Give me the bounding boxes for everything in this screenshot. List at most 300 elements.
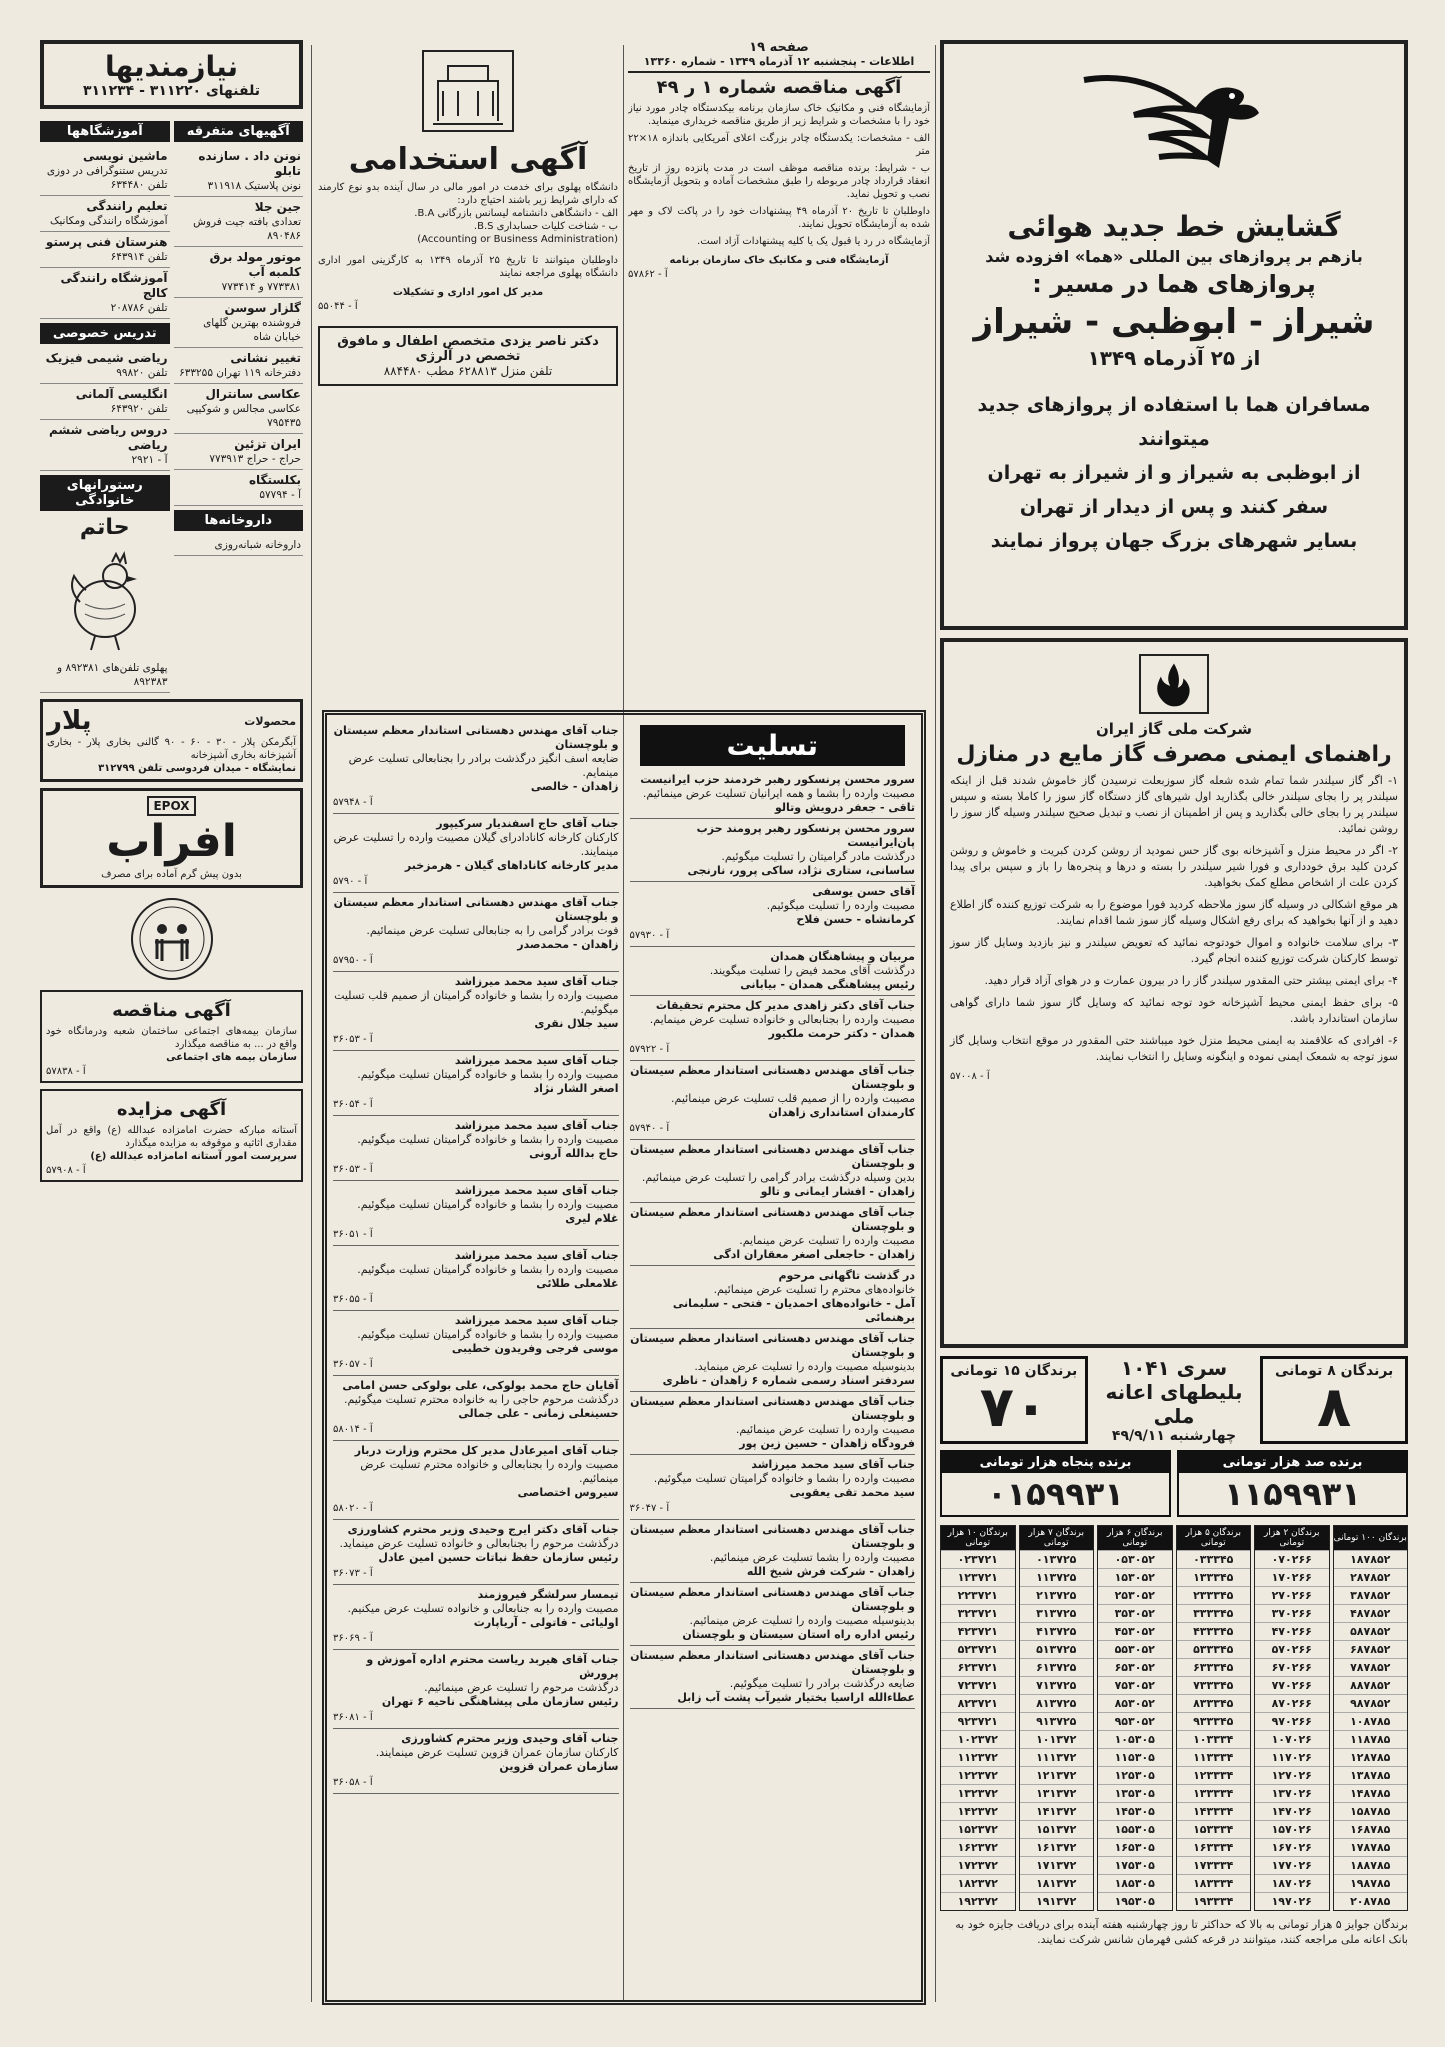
winners-column-header: برندگان ۶ هزار تومانی bbox=[1098, 1526, 1172, 1550]
condolence-recipient: آقایان حاج محمد بولوکی، علی بولوکی حسن امامی bbox=[342, 1379, 619, 1392]
condolence-ref: آ - ۳۶۰۵۴ bbox=[333, 1099, 373, 1110]
homa-line: سفر کنند و پس از دیدار از تهران bbox=[1019, 496, 1329, 518]
condolence-body: درگذشت مرحوم را بجنابعالی و خانواده تسلیت عرض مینماید. bbox=[339, 1537, 619, 1550]
schools-col bbox=[40, 117, 170, 693]
win-left-label: برنده پنجاه هزار تومانی bbox=[942, 1452, 1169, 1473]
condolence-item bbox=[333, 1585, 619, 1650]
winning-number: ۱۱۵۳۰۵ bbox=[1098, 1748, 1172, 1766]
winning-number: ۱۹۵۳۰۵ bbox=[1098, 1892, 1172, 1910]
auction-text: آستانه مبارکه حضرت امامزاده عبدالله (ع) واقع در آمل مقداری اثاثیه و موقوفه به مزایده میگذارد bbox=[46, 1125, 297, 1149]
winning-number: ۴۱۳۷۲۵ bbox=[1020, 1622, 1094, 1640]
winning-number: ۱۲۵۳۰۵ bbox=[1098, 1766, 1172, 1784]
homa-date: از ۲۵ آذرماه ۱۳۴۹ bbox=[1087, 346, 1261, 370]
rooster-icon bbox=[60, 544, 150, 654]
condolence-ref: آ - ۵۸۰۲۰ bbox=[333, 1503, 373, 1514]
winners-column-header: برندگان ۷ هزار تومانی bbox=[1020, 1526, 1094, 1550]
item-title: موتور مولد برق کلمبه آب bbox=[209, 250, 301, 279]
condolence-ref: آ - ۳۶۰۸۱ bbox=[333, 1712, 373, 1723]
win-right-label: برنده صد هزار تومانی bbox=[1179, 1452, 1406, 1473]
winning-number: ۱۰۷۰۲۶ bbox=[1255, 1730, 1329, 1748]
winning-number: ۳۲۳۷۲۱ bbox=[941, 1604, 1015, 1622]
gas-safety-paragraph: ۳- برای سلامت خانواده و اموال خودتوجه نمائید که تعویض سیلندر و نیز بازدید وسایل گاز سوز توسط کارکنان شرکت توزیع کننده انجام گیرد. bbox=[950, 936, 1398, 965]
prize-left-num: ۷۰ bbox=[979, 1375, 1049, 1440]
condolence-body: مصیبت وارده را بشما و خانواده گرامیتان تسلیت میگوئیم. bbox=[357, 1133, 619, 1146]
pharmacy-text: داروخانه شبانه‌روزی bbox=[174, 535, 304, 556]
page-header bbox=[628, 40, 930, 73]
condolence-item bbox=[630, 1520, 916, 1583]
condolence-recipient: جناب آقای سید محمد میرزاشد bbox=[751, 1458, 915, 1471]
winning-number: ۴۵۳۰۵۲ bbox=[1098, 1622, 1172, 1640]
item-body: نونن پلاستیک ۳۱۱۹۱۸ bbox=[207, 180, 301, 192]
item-title: ایران تزئین bbox=[234, 437, 301, 451]
item-body: حراج - حراج ۷۷۳۹۱۳ bbox=[209, 453, 301, 465]
condolence-ref: آ - ۵۸۰۱۴ bbox=[333, 1424, 373, 1435]
winning-number: ۸۲۳۷۲۱ bbox=[941, 1694, 1015, 1712]
item-title: ماشین نویسی bbox=[83, 149, 168, 163]
condolence-recipient: جناب آقای سید محمد میرزاشد bbox=[454, 1314, 619, 1327]
item-body: ۷۷۳۳۸۱ و ۷۷۳۴۱۴ bbox=[221, 281, 301, 293]
condolence-signer: آمل - خانواده‌های احمدیان - فتحی - سلیمانی برهنمائی bbox=[672, 1297, 915, 1324]
winning-number: ۱۹۳۳۳۴ bbox=[1177, 1892, 1251, 1910]
condolence-recipient: جناب آقای سید محمد میرزاشد bbox=[454, 1184, 619, 1197]
winner-100k bbox=[1177, 1450, 1408, 1517]
condolence-item bbox=[630, 819, 916, 882]
winning-number: ۸۱۳۷۲۵ bbox=[1020, 1694, 1094, 1712]
winning-number: ۰۲۳۷۲۱ bbox=[941, 1550, 1015, 1568]
condolence-ref: آ - ۳۶۰۵۳ bbox=[333, 1164, 373, 1175]
winning-number: ۵۳۳۳۴۵ bbox=[1177, 1640, 1251, 1658]
insurance-seal-icon bbox=[127, 894, 217, 984]
restaurant-phone: پهلوی تلفن‌های ۸۹۲۳۸۱ و ۸۹۲۳۸۳ bbox=[40, 658, 170, 693]
section-restaurants: رستورانهای خانوادگی bbox=[40, 475, 170, 511]
epox-text: بدون پیش گرم آماده برای مصرف bbox=[101, 869, 242, 880]
winning-number: ۲۱۳۷۲۵ bbox=[1020, 1586, 1094, 1604]
condolence-item bbox=[630, 1583, 916, 1646]
winning-number: ۱۶۳۳۳۴ bbox=[1177, 1838, 1251, 1856]
winning-number: ۱۲۷۰۲۶ bbox=[1255, 1766, 1329, 1784]
employment-condition: الف - دانشگاهی دانشنامه لیسانس بازرگانی B.A. bbox=[414, 208, 618, 219]
condolence-recipient: جناب آقای مهندس دهستانی استاندار معظم سیستان و بلوچستان bbox=[630, 1143, 915, 1170]
winning-number: ۱۵۳۳۳۴ bbox=[1177, 1820, 1251, 1838]
condolence-body: مصیبت وارده را بشما و خانواده گرامیتان تسلیت میگوئیم. bbox=[653, 1472, 915, 1485]
winning-number: ۱۲۲۳۷۲ bbox=[941, 1766, 1015, 1784]
condolence-signer: رئیس پیشاهنگی همدان - بیابانی bbox=[740, 978, 915, 991]
item-title: تعلیم رانندگی bbox=[86, 199, 168, 213]
winning-number: ۵۷۰۲۶۶ bbox=[1255, 1640, 1329, 1658]
tender-ref: آ - ۵۷۸۳۸ bbox=[46, 1066, 86, 1077]
winning-number: ۵۸۷۸۵۲ bbox=[1334, 1622, 1408, 1640]
condolence-item bbox=[333, 814, 619, 893]
winning-number: ۱۸۵۳۰۵ bbox=[1098, 1874, 1172, 1892]
winning-number: ۵۲۳۷۲۱ bbox=[941, 1640, 1015, 1658]
item-title: نونن داد . سازنده تابلو bbox=[198, 149, 301, 178]
condolence-item bbox=[630, 947, 916, 996]
condolence-signer: سیروس اختصاصی bbox=[517, 1486, 619, 1499]
homa-line: مسافران هما با استفاده از پروازهای جدید میتوانند bbox=[977, 394, 1371, 450]
condolence-signer: زاهدان - خالصی bbox=[530, 780, 619, 793]
condolence-ref: آ - ۵۷۹۰ bbox=[333, 876, 368, 887]
soil-tender-sign: آزمایشگاه فنی و مکانیک خاک سازمان برنامه bbox=[669, 255, 889, 266]
condolence-item bbox=[630, 770, 916, 819]
winners-column bbox=[1097, 1525, 1173, 1911]
item-title: گلزار سوسن bbox=[224, 301, 301, 315]
winning-number: ۶۲۳۷۲۱ bbox=[941, 1658, 1015, 1676]
winning-number: ۱۸۷۸۵۲ bbox=[1334, 1550, 1408, 1568]
condolence-recipient: سرور محسن پرنسکور رهبر پرومند حزب پان‌ایرانیست bbox=[696, 822, 915, 849]
condolence-item bbox=[630, 1455, 916, 1520]
winning-number: ۱۵۲۳۷۲ bbox=[941, 1820, 1015, 1838]
item-body: آموزشگاه رانندگی ومکانیک bbox=[49, 215, 168, 227]
winning-number: ۱۶۲۳۷۲ bbox=[941, 1838, 1015, 1856]
homa-line: از ابوظبی به شیراز و از شیراز به تهران bbox=[987, 462, 1361, 484]
gas-safety-paragraph: ۲- اگر در محیط منزل و آشپزخانه بوی گاز حس نمودید از روشن کردن کبریت و خاموش و روشن کردن کلید برق خودداری و فورا شیر سیلندر را بسته و درها و پنجره‌ها را باز و سپس برای پیدا کردن علت از اشخاص مطلع کمک بخواهید. bbox=[950, 844, 1398, 889]
condolence-item bbox=[630, 1061, 916, 1140]
auction-ref: آ - ۵۷۹۰۸ bbox=[46, 1165, 86, 1176]
condolence-left-col bbox=[333, 721, 624, 1794]
condolence-recipient: جناب آقای سید محمد میرزاشد bbox=[454, 975, 619, 988]
winning-number: ۱۴۵۳۰۵ bbox=[1098, 1802, 1172, 1820]
doctor-spec: تخصص در آلرژی bbox=[415, 349, 521, 364]
winning-number: ۱۸۲۳۷۲ bbox=[941, 1874, 1015, 1892]
condolence-recipient: جناب آقای مهندس دهستانی استاندار معظم سیستان و بلوچستان bbox=[630, 1586, 915, 1613]
condolence-item bbox=[333, 1650, 619, 1729]
condolence-body: بدینوسیله مصیبت وارده را تسلیت عرض مینماید. bbox=[694, 1360, 915, 1373]
condolence-body: کارکنان سازمان عمران قزوین تسلیت عرض مینمایند. bbox=[375, 1746, 619, 1759]
winning-number: ۸۳۳۳۴۵ bbox=[1177, 1694, 1251, 1712]
condolence-recipient: جناب آقای وحیدی وزیر محترم کشاورزی bbox=[401, 1732, 619, 1745]
winners-column-header: برندگان ۵ هزار تومانی bbox=[1177, 1526, 1251, 1550]
item-title: بکلستگاه bbox=[248, 473, 301, 487]
winning-number: ۱۴۲۳۷۲ bbox=[941, 1802, 1015, 1820]
tender-org: سازمان بیمه های اجتماعی bbox=[166, 1052, 297, 1063]
condolence-item bbox=[333, 1051, 619, 1116]
lottery-series: سری ۱۰۴۱ bbox=[1120, 1356, 1228, 1380]
condolence-body: مصیبت وارده را بشما و خانواده گرامیتان تسلیت میگوئیم. bbox=[357, 1198, 619, 1211]
condolence-body: بدینوسیله مصیبت وارده را تسلیت عرض مینمائیم. bbox=[689, 1614, 915, 1627]
list-item bbox=[174, 470, 304, 506]
condolence-body: مصیبت وارده را از صمیم قلب تسلیت عرض مینمائیم. bbox=[671, 1092, 915, 1105]
university-logo-icon bbox=[408, 46, 528, 136]
condolence-recipient: جناب آقای هیربد ریاست محترم اداره آموزش و پرورش bbox=[366, 1653, 619, 1680]
condolence-item bbox=[333, 1376, 619, 1441]
condolence-signer: اصغر الشار نژاد bbox=[533, 1082, 619, 1095]
winning-number: ۸۵۳۰۵۲ bbox=[1098, 1694, 1172, 1712]
condolence-ref: آ - ۳۶۰۶۹ bbox=[333, 1633, 373, 1644]
condolence-recipient: جناب آقای مهندس دهستانی استاندار معظم سیستان و بلوچستان bbox=[630, 1395, 915, 1422]
employment-condition: (Accounting or Business Administration) bbox=[417, 234, 618, 245]
winning-number: ۴۸۷۸۵۲ bbox=[1334, 1604, 1408, 1622]
winners-column bbox=[1019, 1525, 1095, 1911]
tender-ad bbox=[40, 990, 303, 1083]
item-body: فروشنده بهترین گلهای خیابان شاه bbox=[203, 317, 301, 343]
condolence-item bbox=[630, 1266, 916, 1329]
condolence-signer: ساسانی، ستاری نژاد، ساکی پرور، نارنجی bbox=[687, 864, 915, 877]
ads-column bbox=[940, 40, 1408, 2007]
lottery-date: چهارشنبه ۴۹/۹/۱۱ bbox=[1111, 1428, 1237, 1444]
homa-route-head: پروازهای هما در مسیر : bbox=[1032, 270, 1316, 298]
winners-column-header: برندگان ۱۰۰ تومانی bbox=[1334, 1526, 1408, 1550]
condolence-body: درگذشت آقای محمد فیض را تسلیت میگویند. bbox=[709, 964, 915, 977]
winning-number: ۹۷۰۲۶۶ bbox=[1255, 1712, 1329, 1730]
list-item bbox=[40, 196, 170, 232]
condolence-ref: آ - ۳۶۰۴۷ bbox=[629, 1503, 670, 1514]
lottery-results bbox=[940, 1356, 1408, 1947]
condolence-ref: آ - ۵۷۹۵۰ bbox=[333, 955, 373, 966]
condolence-recipient: جناب آقای مهندس دهستانی استاندار معظم سیستان و بلوچستان bbox=[630, 1332, 915, 1359]
condolence-ref: آ - ۳۶۰۵۱ bbox=[333, 1229, 373, 1240]
list-item bbox=[174, 146, 304, 197]
gas-safety-paragraph: هر موقع اشکالی در وسیله گاز سوز ملاحظه کردید فورا موضوع را به شرکت توزیع کننده گاز اطلاع دهید و از آنها بخواهید که برای رفع اشکال وسیله گاز سوز شما اقدام نمایند. bbox=[950, 898, 1398, 927]
item-body: تلفن ۲۰۸۷۸۶ bbox=[110, 302, 168, 314]
pilar-text: آبگرمکن پلار - ۳۰ - ۶۰ - ۹۰ گالنی بخاری پلار - بخاری آشپزخانه بخاری آشپزخانه bbox=[47, 737, 296, 761]
winning-number: ۷۵۳۰۵۲ bbox=[1098, 1676, 1172, 1694]
item-title: ریاضی شیمی فیزیک bbox=[45, 351, 168, 365]
condolence-body: درگذشت مادر گرامیتان را تسلیت میگوئیم. bbox=[721, 850, 915, 863]
pilar-ad bbox=[40, 699, 303, 782]
condolence-body: ضایعه درگذشت برادر را تسلیت میگوئیم. bbox=[729, 1677, 915, 1690]
condolence-body: مصیبت وارده را بشما و خانواده گرامیتان تسلیت میگوئیم. bbox=[357, 1068, 619, 1081]
issue-line: اطلاعات - پنجشنبه ۱۲ آذرماه ۱۳۴۹ - شماره ۱۳۳۶۰ bbox=[643, 55, 915, 68]
winning-number: ۱۴۷۰۲۶ bbox=[1255, 1802, 1329, 1820]
winning-number: ۱۷۷۰۲۶ bbox=[1255, 1856, 1329, 1874]
condolence-signer: سید جلال نقری bbox=[534, 1017, 619, 1030]
needs-header bbox=[40, 40, 303, 109]
list-item bbox=[40, 232, 170, 268]
condolence-ref: آ - ۵۷۹۴۸ bbox=[333, 797, 373, 808]
list-item bbox=[40, 348, 170, 384]
condolence-box bbox=[322, 710, 926, 2005]
section-single-ads: آگهیهای متفرقه bbox=[174, 121, 304, 142]
condolence-signer: فرودگاه زاهدان - حسین زین پور bbox=[739, 1437, 915, 1450]
item-body: تلفن ۶۴۳۹۱۴ bbox=[110, 251, 168, 263]
winner-50k bbox=[940, 1450, 1171, 1517]
winning-number: ۶۵۳۰۵۲ bbox=[1098, 1658, 1172, 1676]
winners-grid bbox=[940, 1525, 1408, 1911]
condolence-signer: زاهدان - شرکت فرش شیخ الله bbox=[746, 1565, 915, 1578]
winning-number: ۳۸۷۸۵۲ bbox=[1334, 1586, 1408, 1604]
condolence-body: بدین وسیله درگذشت برادر گرامی را تسلیت عرض مینمائیم. bbox=[641, 1171, 915, 1184]
doctor-phone: تلفن منزل ۶۲۸۸۱۳ مطب ۸۸۴۴۸۰ bbox=[383, 364, 553, 378]
winning-number: ۰۵۳۰۵۲ bbox=[1098, 1550, 1172, 1568]
condolence-title: تسلیت bbox=[640, 725, 906, 766]
gas-title: راهنمای ایمنی مصرف گاز مایع در منازل bbox=[956, 742, 1392, 767]
winners-column-header: برندگان ۱۰ هزار تومانی bbox=[941, 1526, 1015, 1550]
gas-safety-ad bbox=[940, 638, 1408, 1348]
winning-number: ۱۲۳۳۳۴ bbox=[1177, 1766, 1251, 1784]
winning-number: ۱۸۷۰۲۶ bbox=[1255, 1874, 1329, 1892]
employment-column bbox=[318, 40, 618, 700]
condolence-item bbox=[333, 1311, 619, 1376]
epox-ad bbox=[40, 788, 303, 888]
item-body: آ - ۵۷۷۹۴ bbox=[259, 489, 301, 501]
item-title: جین جلا bbox=[254, 200, 301, 214]
item-title: عکاسی سانترال bbox=[205, 387, 301, 401]
condolence-item bbox=[630, 1392, 916, 1455]
winning-number: ۱۳۷۰۲۶ bbox=[1255, 1784, 1329, 1802]
winning-number: ۱۱۳۷۲۵ bbox=[1020, 1568, 1094, 1586]
condolence-item bbox=[333, 1729, 619, 1794]
item-title: انگلیسی آلمانی bbox=[75, 387, 168, 401]
condolence-signer: رئیس سازمان حفظ نباتات حسین امین عادل bbox=[378, 1551, 619, 1564]
prize-left-label: برندگان ۱۵ تومانی bbox=[950, 1363, 1078, 1379]
winning-number: ۱۰۱۳۷۲ bbox=[1020, 1730, 1094, 1748]
winning-number: ۲۸۷۸۵۲ bbox=[1334, 1568, 1408, 1586]
win-left-num: ۰۱۵۹۹۳۱ bbox=[987, 1475, 1124, 1513]
item-body: تلفن ۶۴۳۹۲۰ bbox=[110, 403, 168, 415]
homa-sub: بازهم بر پروازهای بین المللی «هما» افزوده شد bbox=[985, 247, 1363, 266]
condolence-signer: زاهدان - حاجعلی اصغر معقاران ادگی bbox=[713, 1248, 915, 1261]
condolence-recipient: جناب آقای مهندس دهستانی استاندار معظم سیستان و بلوچستان bbox=[333, 724, 619, 751]
winning-number: ۲۵۳۰۵۲ bbox=[1098, 1586, 1172, 1604]
employment-text: دانشگاه پهلوی برای خدمت در امور مالی در سال آینده بدو نوع کارمند که دارای شرایط زیر باشند احتیاج دارد: bbox=[318, 182, 618, 206]
auction-ad bbox=[40, 1089, 303, 1182]
gas-safety-paragraph: ۱- اگر گاز سیلندر شما تمام شده شعله گاز سوزبعلت نرسیدن گاز خاموش شدند قبل از اینکه سیلندر پر را بجای سیلندر خالی بگذارید اول شیرهای گاز دستگاه گاز سوز را کاملا بسته و سپس سیلندر پر را بجای خالی بگذارید و پس از اطمینان از نصب و تبدیل صحیح سیلندر وسیله گاز سوز را روشن نمائید. bbox=[950, 774, 1398, 835]
condolence-signer: کرمانشاه - حسن فلاح bbox=[796, 913, 915, 926]
winning-number: ۱۰۳۳۳۴ bbox=[1177, 1730, 1251, 1748]
condolence-body: مصیبت وارده را بشما و خانواده گرامیتان تسلیت میگوئیم. bbox=[357, 1328, 619, 1341]
list-item bbox=[174, 298, 304, 348]
gas-safety-paragraph: ۵- برای حفظ ایمنی محیط آشپزخانه خود توجه نمائید که وسایل گاز سوز شما دارای گواهی سازمان استاندارد باشد. bbox=[950, 996, 1398, 1025]
lottery-info bbox=[1094, 1356, 1255, 1444]
winning-number: ۱۵۳۰۵۲ bbox=[1098, 1568, 1172, 1586]
condolence-body: کارکنان کارخانه کانادادرای گیلان مصیبت وارده را تسلیت عرض مینمایند. bbox=[333, 831, 619, 858]
prize-8-box bbox=[1260, 1356, 1408, 1444]
condolence-item bbox=[630, 1329, 916, 1392]
condolence-ref: آ - ۳۶۰۵۵ bbox=[333, 1294, 373, 1305]
condolence-signer: تاقی - جعفر درویش وتالو bbox=[775, 801, 915, 814]
winning-number: ۳۵۳۰۵۲ bbox=[1098, 1604, 1172, 1622]
winning-number: ۰۷۰۲۶۶ bbox=[1255, 1550, 1329, 1568]
condolence-recipient: جناب آقای سید محمد میرزاشد bbox=[454, 1119, 619, 1132]
winning-number: ۱۹۲۳۷۲ bbox=[941, 1892, 1015, 1910]
condolence-ref: آ - ۵۷۹۳۰ bbox=[629, 930, 670, 941]
winners-column bbox=[1176, 1525, 1252, 1911]
condolence-signer: سازمان عمران قزوین bbox=[499, 1760, 619, 1773]
auction-title: آگهی مزایده bbox=[116, 1099, 227, 1120]
condolence-body: مصیبت وارده را تسلیت عرض مینمایم. bbox=[739, 1234, 915, 1247]
homa-line: بسایر شهرهای بزرگ جهان پرواز نمایند bbox=[990, 530, 1358, 552]
winning-number: ۴۷۰۲۶۶ bbox=[1255, 1622, 1329, 1640]
condolence-recipient: مربیان و پیشاهنگان همدان bbox=[770, 950, 915, 963]
list-item bbox=[40, 146, 170, 196]
winning-number: ۶۸۷۸۵۲ bbox=[1334, 1640, 1408, 1658]
page-number: صفحه ۱۹ bbox=[749, 40, 809, 55]
winning-number: ۳۱۳۷۲۵ bbox=[1020, 1604, 1094, 1622]
section-schools: آموزشگاهها bbox=[40, 121, 170, 142]
condolence-signer: اولیائی - فاتولی - آریاپارت bbox=[473, 1616, 619, 1629]
winning-number: ۲۳۳۳۴۵ bbox=[1177, 1586, 1251, 1604]
item-title: آموزشگاه رانندگی کالج bbox=[60, 271, 168, 300]
condolence-signer: رئیس سازمان ملی پیشاهنگی ناحیه ۶ تهران bbox=[381, 1695, 619, 1708]
single-ads-col bbox=[174, 117, 304, 693]
winning-number: ۹۱۳۷۲۵ bbox=[1020, 1712, 1094, 1730]
condolence-recipient: سرور محسن پرنسکور رهبر خردمند حزب ایرانیست bbox=[640, 773, 915, 786]
condolence-item bbox=[333, 1441, 619, 1520]
employment-title: آگهی استخدامی bbox=[348, 142, 588, 177]
item-title: تغییر نشانی bbox=[230, 351, 301, 365]
condolence-signer: غلام لیری bbox=[565, 1212, 619, 1225]
gas-flame-logo-icon bbox=[1139, 654, 1209, 714]
list-item bbox=[40, 420, 170, 471]
item-body: تعدادی بافته جیت فروش ۸۹۰۴۸۶ bbox=[193, 216, 301, 242]
winners-column bbox=[1254, 1525, 1330, 1911]
winning-number: ۱۷۱۳۷۲ bbox=[1020, 1856, 1094, 1874]
item-body: تلفن ۹۹۸۲۰ bbox=[116, 367, 168, 379]
winning-number: ۳۳۳۳۴۵ bbox=[1177, 1604, 1251, 1622]
winning-number: ۹۵۳۰۵۲ bbox=[1098, 1712, 1172, 1730]
winning-number: ۱۸۸۷۸۵ bbox=[1334, 1856, 1408, 1874]
condolence-recipient: جناب آقای مهندس دهستانی استاندار معظم سیستان و بلوچستان bbox=[630, 1064, 915, 1091]
gas-company: شرکت ملی گاز ایران bbox=[1096, 720, 1252, 738]
soil-tender-intro: آزمایشگاه فنی و مکانیک خاک سازمان برنامه بیکدستگاه چادر مورد نیاز خود را با مشخصات و شرایط زیر از طریق مناقصه خریداری مینماید. bbox=[628, 103, 930, 127]
condolence-item bbox=[333, 972, 619, 1051]
tender-column bbox=[628, 40, 930, 700]
condolence-body: درگذشت مرحوم را تسلیت عرض مینمائیم. bbox=[424, 1681, 619, 1694]
condolence-item bbox=[630, 996, 916, 1061]
item-body: دفترخانه ۱۱۹ تهران ۶۳۳۲۵۵ bbox=[179, 367, 301, 379]
winning-number: ۱۵۸۷۸۵ bbox=[1334, 1802, 1408, 1820]
winning-number: ۱۱۲۳۷۲ bbox=[941, 1748, 1015, 1766]
winning-number: ۷۲۳۷۲۱ bbox=[941, 1676, 1015, 1694]
winning-number: ۱۵۱۳۷۲ bbox=[1020, 1820, 1094, 1838]
winning-number: ۱۰۲۳۷۲ bbox=[941, 1730, 1015, 1748]
condolence-signer: زاهدان - افشار ایمانی و تالو bbox=[760, 1185, 915, 1198]
condolence-body: مصیبت وارده را تسلیت میگوئیم. bbox=[766, 899, 915, 912]
condolence-item bbox=[333, 1181, 619, 1246]
condolence-recipient: جناب آقای حاج اسفندیار سرکیپور bbox=[436, 817, 619, 830]
condolence-signer: حاج بدالله آرونی bbox=[529, 1147, 619, 1160]
condolence-body: مصیبت وارده را به جنابعالی و خانواده تسلیت عرض میکنیم. bbox=[347, 1602, 619, 1615]
winning-number: ۲۷۰۲۶۶ bbox=[1255, 1586, 1329, 1604]
winning-number: ۱۹۷۰۲۶ bbox=[1255, 1892, 1329, 1910]
condolence-item bbox=[333, 1520, 619, 1585]
condolence-body: فوت برادر گرامی را به جنابعالی تسلیت عرض مینمائیم. bbox=[366, 924, 619, 937]
pilar-title: پلار bbox=[47, 706, 92, 736]
winners-column-header: برندگان ۲ هزار تومانی bbox=[1255, 1526, 1329, 1550]
winning-number: ۱۷۵۳۰۵ bbox=[1098, 1856, 1172, 1874]
gas-ref: آ - ۵۷۰۰۸ bbox=[950, 1071, 990, 1082]
winning-number: ۸۷۰۲۶۶ bbox=[1255, 1694, 1329, 1712]
list-item bbox=[174, 384, 304, 434]
winning-number: ۱۳۱۳۷۲ bbox=[1020, 1784, 1094, 1802]
gas-safety-paragraph: ۴- برای ایمنی بیشتر حتی المقدور سیلندر گاز را در بیرون عمارت و در هوای آزاد قرار دهید. bbox=[984, 974, 1398, 987]
winning-number: ۱۲۱۳۷۲ bbox=[1020, 1766, 1094, 1784]
condolence-signer: مدیر کارخانه کاناداهای گیلان - هرمزخبر bbox=[404, 859, 619, 872]
item-body: عکاسی مجالس و شوکیپی ۷۹۵۴۳۵ bbox=[186, 403, 301, 429]
tender-condition: آزمایشگاه در رد یا قبول یک یا کلیه پیشنهادات آزاد است. bbox=[697, 236, 930, 247]
winning-number: ۱۱۷۰۲۶ bbox=[1255, 1748, 1329, 1766]
condolence-recipient: جناب آقای دکتر زاهدی مدیر کل محترم تحقیقات bbox=[655, 999, 915, 1012]
list-item bbox=[174, 348, 304, 384]
list-item bbox=[174, 434, 304, 470]
condolence-body: ضایعه اسف انگیز درگذشت برادر را بجنابعالی تسلیت عرض مینمایم. bbox=[348, 752, 619, 779]
winning-number: ۱۰۵۳۰۵ bbox=[1098, 1730, 1172, 1748]
winning-number: ۷۱۳۷۲۵ bbox=[1020, 1676, 1094, 1694]
winning-number: ۵۱۳۷۲۵ bbox=[1020, 1640, 1094, 1658]
lottery-title: بلیطهای اعانه ملی bbox=[1105, 1380, 1243, 1428]
winning-number: ۱۴۱۳۷۲ bbox=[1020, 1802, 1094, 1820]
condolence-body: مصیبت وارده را بجنابعالی و خانواده تسلیت عرض مینمایم. bbox=[649, 1013, 915, 1026]
tender-condition: ب - شرایط: برنده مناقصه موظف است در مدت پانزده روز از تاریخ انعقاد قرارداد چادر مربوطه را طبق مشخصات آماده و بتحویل آزمایشگاه نصب و تحویل نماید. bbox=[628, 163, 930, 200]
condolence-ref: آ - ۳۶۰۵۷ bbox=[333, 1359, 373, 1370]
winning-number: ۶۳۳۳۴۵ bbox=[1177, 1658, 1251, 1676]
winning-number: ۱۷۰۲۶۶ bbox=[1255, 1568, 1329, 1586]
auction-org: سرپرست امور آستانه امامزاده عبدالله (ع) bbox=[90, 1151, 297, 1162]
winning-number: ۱۳۳۳۳۴ bbox=[1177, 1784, 1251, 1802]
winning-number: ۵۵۳۰۵۲ bbox=[1098, 1640, 1172, 1658]
winning-number: ۱۳۲۳۷۲ bbox=[941, 1784, 1015, 1802]
condolence-signer: غلامعلی طلائی bbox=[536, 1277, 619, 1290]
